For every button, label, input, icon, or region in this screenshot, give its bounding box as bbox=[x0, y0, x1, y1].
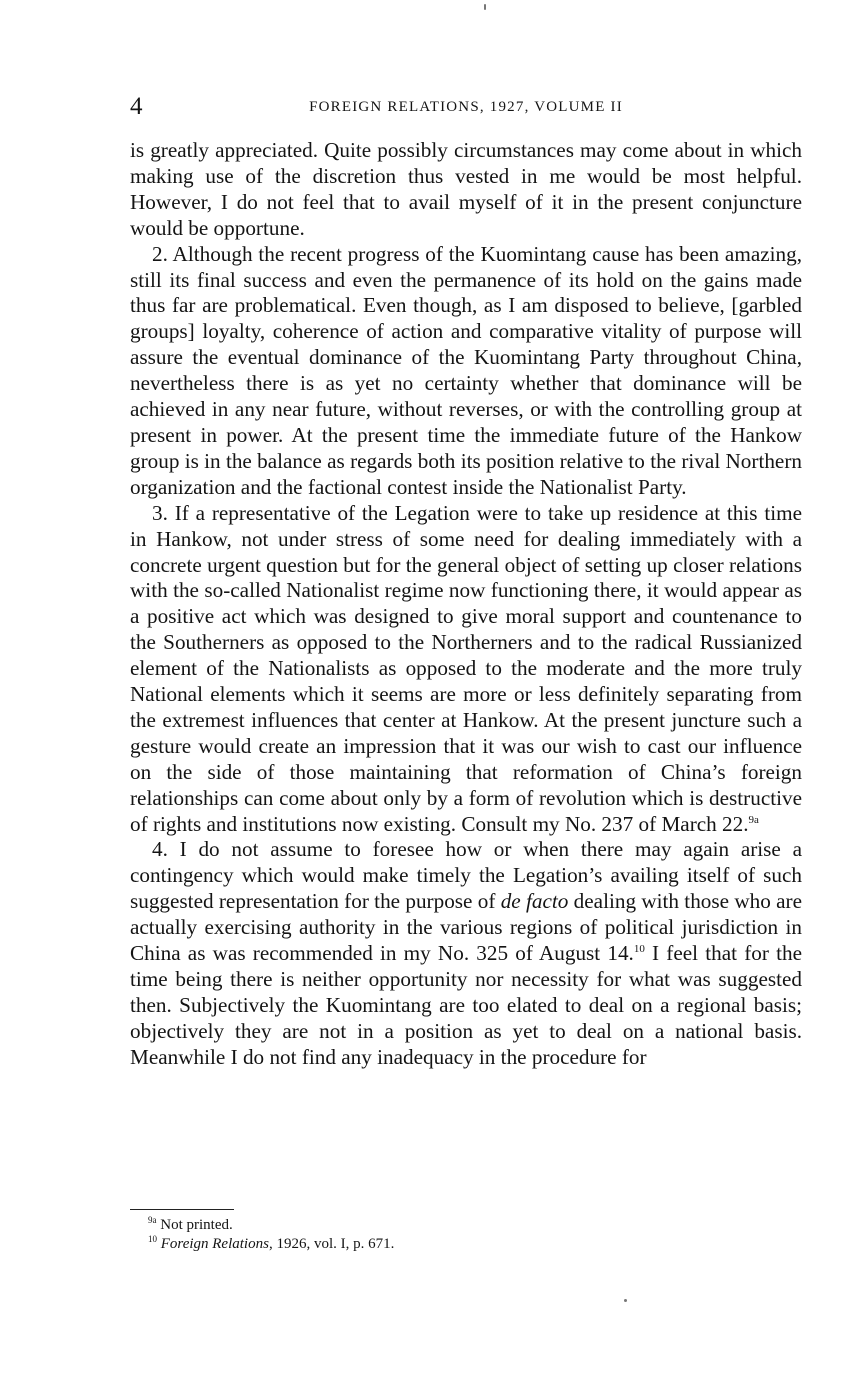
footnote-citation-title: Foreign Relations bbox=[160, 1236, 269, 1252]
footnote-ref-10[interactable]: 10 bbox=[633, 943, 645, 956]
paragraph-continuation bbox=[130, 138, 802, 242]
paragraph-text: is greatly appreciated. Quite possibly circumstances may come about in which making use of the discretion thus vested in me would be most helpful. However, I do not feel that to avail myself of it in the present conjuncture would be opportune. bbox=[130, 138, 802, 240]
running-head: FOREIGN RELATIONS, 1927, VOLUME II bbox=[309, 99, 623, 115]
paragraph-2 bbox=[130, 242, 802, 501]
paragraph-text: I feel that for the time being there is neither opportunity nor necessity for what was suggested then. Subjectively the Kuomintang are too elated to deal on a regional basis; objectively they are not in a position as yet to deal on a national basis. Meanwhile I do not find any inadequacy in the procedure for bbox=[130, 941, 802, 1069]
footnote-mark: 9a bbox=[148, 1215, 157, 1225]
footnotes bbox=[148, 1216, 798, 1254]
footnote-ref-9a[interactable]: 9a bbox=[748, 813, 759, 826]
paragraph-text: dealing with those who are actually exercising authority in the various regions of political jurisdiction in China as was recommended in my No. 325 of August 14. bbox=[130, 889, 802, 966]
footnote-9a bbox=[148, 1216, 798, 1235]
scan-speck bbox=[484, 4, 486, 10]
page-number: 4 bbox=[130, 93, 143, 120]
paragraph-4 bbox=[130, 837, 802, 1070]
scan-speck bbox=[624, 1299, 627, 1302]
paragraph-3 bbox=[130, 501, 802, 838]
paragraph-text: 2. Although the recent progress of the Kuomintang cause has been amazing, still its final success and even the permanence of its hold on the gains made thus far are problematical. Even though, as I am disposed to believe, [garbled groups] loyalty, coherence of action and comparative vitality of purpose will assure the eventual dominance of the Kuomintang Party throughout China, nevertheless there is as yet no certainty whether that dominance will be achieved in any near future, without reverses, or with the controlling group at present in power. At the present time the immediate future of the Hankow group is in the balance as regards both its position relative to the rival Northern organization and the factional contest inside the Nationalist Party. bbox=[130, 241, 802, 499]
footnote-divider bbox=[130, 1209, 234, 1210]
paragraph-text: 3. If a representative of the Legation were to take up residence at this time in Hankow, not under stress of some need for dealing immediately with a concrete urgent question but for the general object of setting up closer relations with the so-called Nationalist regime now functioning there, it would appear as a positive act which was designed to give moral support and countenance to the Southerners as opposed to the Northerners and to the radical Russianized element of the Nationalists as opposed to the moderate and the more truly National elements which it seems are more or less definitely separating from the extremest influences that center at Hankow. At the present juncture such a gesture would create an impression that it was our wish to cast our influence on the side of those maintaining that reformation of China’s foreign relationships can come about only by a form of revolution which is destructive of rights and institutions now existing. Consult my No. 237 of March 22. bbox=[130, 500, 802, 836]
italic-term: de facto bbox=[500, 889, 569, 914]
page-header bbox=[130, 92, 802, 122]
footnote-text: Not printed. bbox=[160, 1217, 233, 1233]
footnote-10 bbox=[148, 1235, 798, 1254]
body-text bbox=[130, 138, 802, 1071]
paragraph-text: 4. I do not assume to foresee how or when there may again arise a contingency which would make timely the Legation’s availing itself of such suggested representation for the purpose of bbox=[130, 837, 802, 914]
footnote-mark: 10 bbox=[148, 1234, 157, 1244]
footnote-text: , 1926, vol. I, p. 671. bbox=[268, 1236, 395, 1252]
